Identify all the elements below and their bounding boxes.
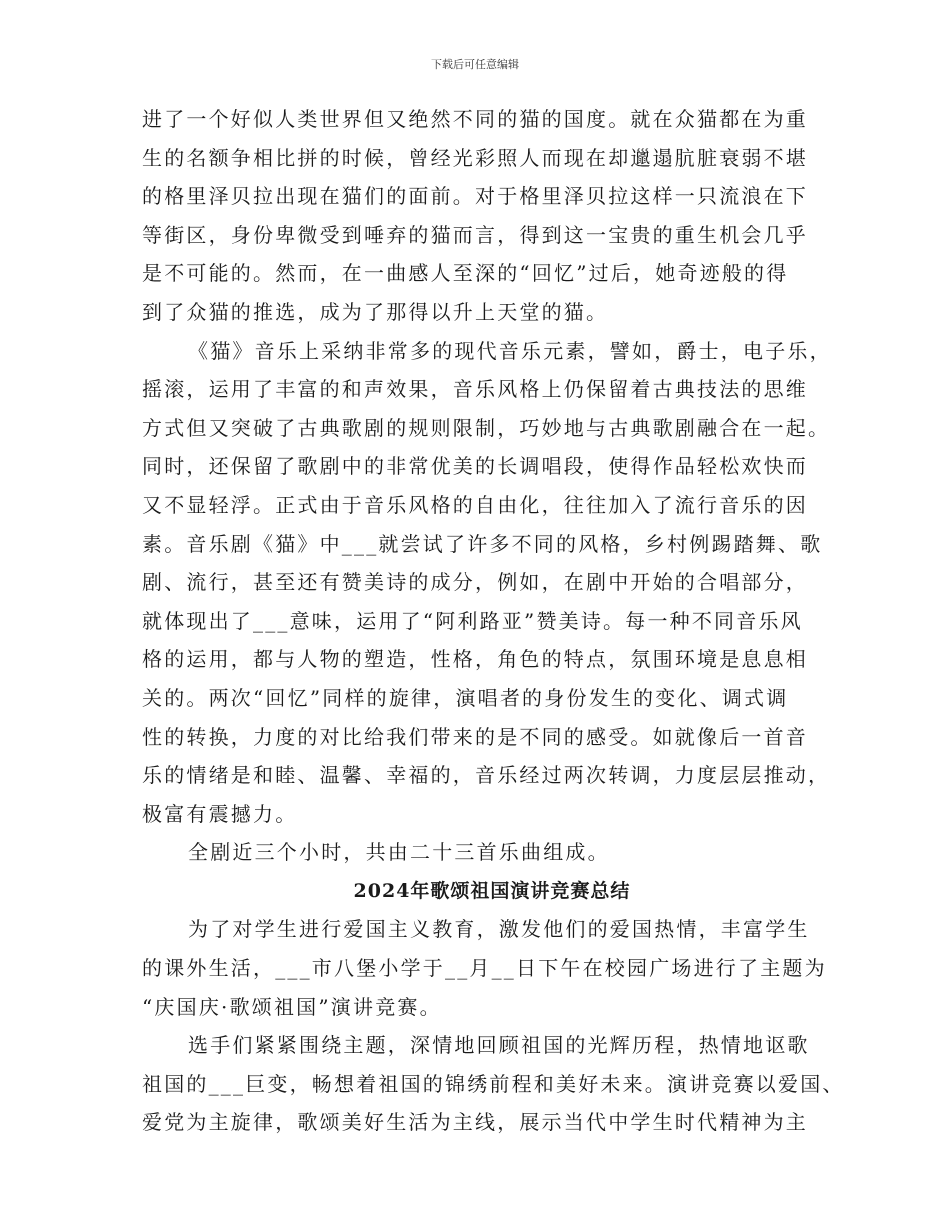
text-line: 等街区，身份卑微受到唾弃的猫而言，得到这一宝贵的重生机会几乎 [142,222,808,247]
text-line: 进了一个好似人类世界但又绝然不同的猫的国度。就在众猫都在为重 [142,107,808,131]
text-line: 摇滚，运用了丰富的和声效果，音乐风格上仍保留着古典技法的思维 [142,377,808,402]
text-line: 就体现出了___意味，运用了“阿利路亚”赞美诗。每一种不同音乐风 [142,608,803,633]
text-line: 的格里泽贝拉出现在猫们的面前。对于格里泽贝拉这样一只流浪在下 [142,184,808,209]
text-line: 生的名额争相比拼的时候，曾经光彩照人而现在却邋遢肮脏衰弱不堪 [142,145,808,170]
paragraph-music-style [142,332,832,834]
text-line: 祖国的___巨变，畅想着祖国的锦绣前程和美好未来。演讲竞赛以爱国、 [142,1071,845,1096]
text-line: 格的运用，都与人物的塑造，性格，角色的特点，氛围环境是息息相 [142,647,808,672]
text-line: 为了对学生进行爱国主义教育，激发他们的爱国热情，丰富学生 [188,917,810,942]
text-line: 极富有震撼力。 [142,801,298,826]
text-line: 到了众猫的推选，成为了那得以升上天堂的猫。 [142,299,609,324]
text-line: 爱党为主旋律，歌颂美好生活为主线，展示当代中学生时代精神为主 [142,1110,808,1135]
text-line: 的课外生活，___市八堡小学于__月__日下午在校园广场进行了主题为 [142,956,827,981]
text-line: 《猫》音乐上采纳非常多的现代音乐元素，譬如，爵士，电子乐， [188,338,832,363]
text-line: 性的转换，力度的对比给我们带来的是不同的感受。如就像后一首音 [142,724,808,749]
paragraph-duration [142,833,832,872]
text-line: 全剧近三个小时，共由二十三首乐曲组成。 [188,840,610,865]
page-header: 下载后可任意编辑 [431,58,519,71]
paragraph-event-intro [142,910,832,1026]
text-line: 乐的情绪是和睦、温馨、幸福的，音乐经过两次转调，力度层层推动， [142,763,831,788]
section-title: 2024年歌颂祖国演讲竞赛总结 [353,879,631,902]
text-line: 关的。两次“回忆”同样的旋律，演唱者的身份发生的变化、调式调 [142,685,789,710]
paragraph-plot-summary [142,100,832,332]
document-body [142,100,845,1142]
text-line: 是不可能的。然而，在一曲感人至深的“回忆”过后，她奇迹般的得 [142,261,789,286]
paragraph-contestants [142,1026,845,1142]
text-line: 同时，还保留了歌剧中的非常优美的长调唱段，使得作品轻松欢快而 [142,454,808,479]
text-line: 选手们紧紧围绕主题，深情地回顾祖国的光辉历程，热情地讴歌 [188,1033,810,1058]
text-line: 方式但又突破了古典歌剧的规则限制，巧妙地与古典歌剧融合在一起。 [142,415,831,440]
text-line: 剧、流行，甚至还有赞美诗的成分，例如，在剧中开始的合唱部分， [142,570,808,595]
text-line: 素。音乐剧《猫》中___就尝试了许多不同的风格，乡村例踢踏舞、歌 [142,531,823,556]
text-line: “庆国庆·歌颂祖国”演讲竞赛。 [142,994,442,1019]
text-line: 又不显轻浮。正式由于音乐风格的自由化，往往加入了流行音乐的因 [142,492,808,517]
